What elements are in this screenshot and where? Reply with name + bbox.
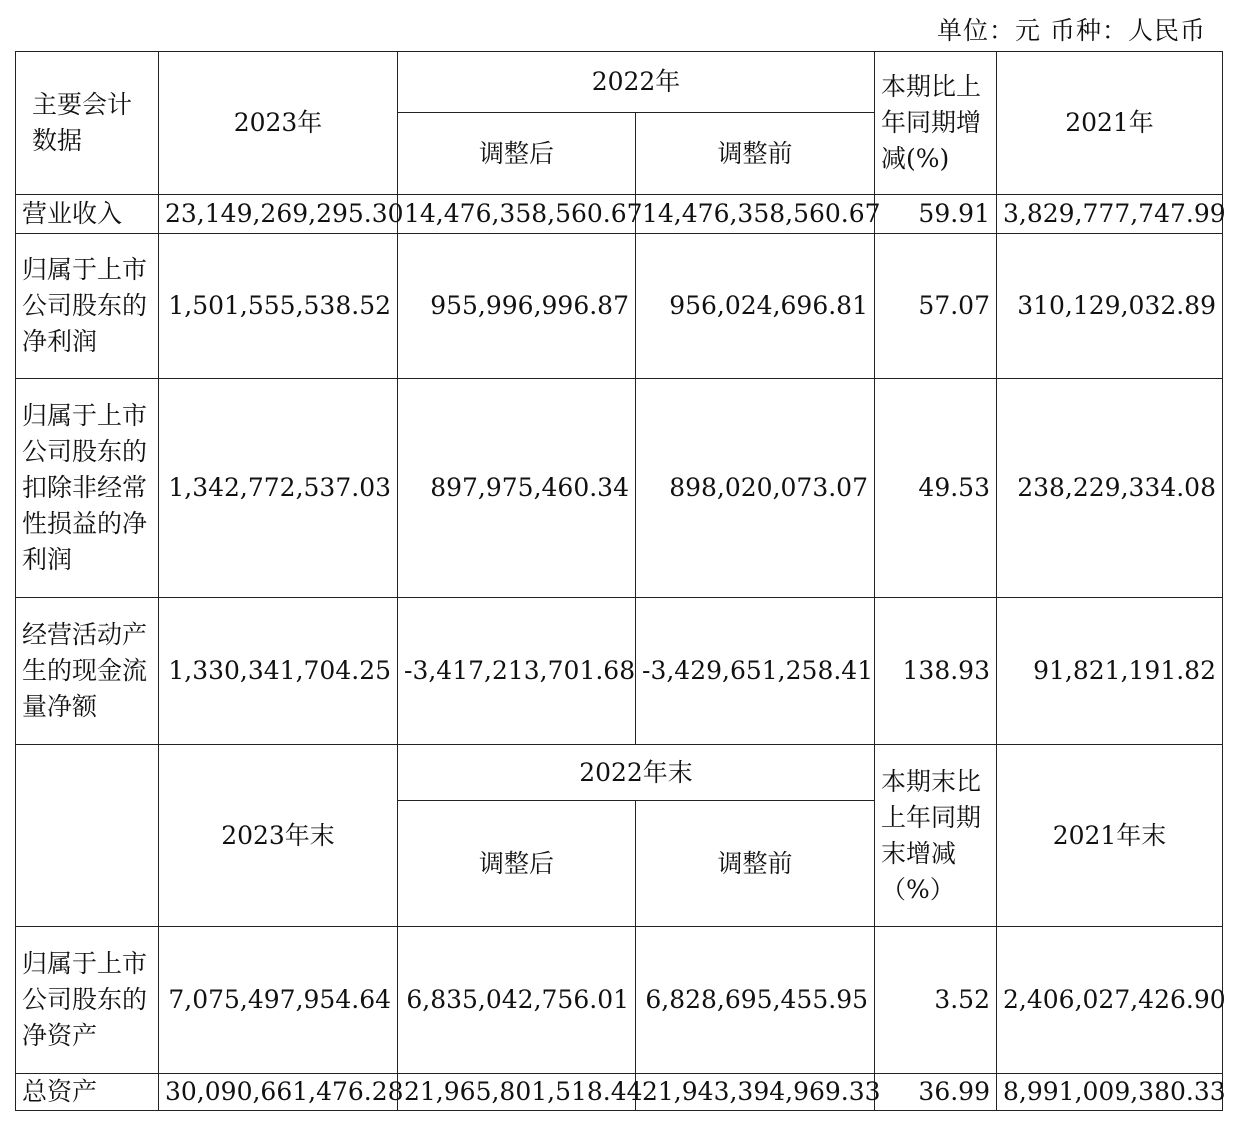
value-2022-before: -3,429,651,258.41: [636, 598, 875, 745]
value-change-pct: 3.52: [875, 927, 997, 1074]
table-row: [16, 195, 1223, 234]
value-change-pct: 36.99: [875, 1074, 997, 1111]
value-2023-end: 7,075,497,954.64: [159, 927, 398, 1074]
value-2022-before: 14,476,358,560.67: [636, 195, 875, 234]
unit-currency-note: 单位：元 币种：人民币: [937, 16, 1206, 45]
table-row: [16, 234, 1223, 379]
table-row: [16, 1074, 1223, 1111]
value-change-pct: 138.93: [875, 598, 997, 745]
value-2023: 23,149,269,295.30: [159, 195, 398, 234]
value-change-pct: 59.91: [875, 195, 997, 234]
row-label: 营业收入: [16, 195, 159, 234]
value-2022-adjusted: 955,996,996.87: [398, 234, 636, 379]
header-2023-end: 2023年末: [159, 745, 398, 927]
value-2022-end-adjusted: 21,965,801,518.44: [398, 1074, 636, 1111]
row-label: 归属于上市公司股东的净利润: [16, 234, 159, 379]
value-2023-end: 30,090,661,476.28: [159, 1074, 398, 1111]
header-before: 调整前: [636, 113, 875, 195]
value-2022-adjusted: -3,417,213,701.68: [398, 598, 636, 745]
header-item-2: [16, 745, 159, 927]
header-2023: 2023年: [159, 52, 398, 195]
header-2021-end: 2021年末: [997, 745, 1223, 927]
value-2021-end: 2,406,027,426.90: [997, 927, 1223, 1074]
value-2022-end-before: 21,943,394,969.33: [636, 1074, 875, 1111]
value-2023: 1,330,341,704.25: [159, 598, 398, 745]
row-label: 归属于上市公司股东的净资产: [16, 927, 159, 1074]
value-2021: 3,829,777,747.99: [997, 195, 1223, 234]
header-adjusted: 调整后: [398, 113, 636, 195]
header-change: 本期比上年同期增减(%): [875, 52, 997, 195]
value-change-pct: 57.07: [875, 234, 997, 379]
table-row: [16, 598, 1223, 745]
header-change-end: 本期末比上年同期末增减（%）: [875, 745, 997, 927]
row-label: 总资产: [16, 1074, 159, 1111]
header-item: 主要会计数据: [16, 52, 159, 195]
value-2021: 91,821,191.82: [997, 598, 1223, 745]
table-row: [16, 379, 1223, 598]
value-2021: 310,129,032.89: [997, 234, 1223, 379]
value-2022-before: 956,024,696.81: [636, 234, 875, 379]
value-2021-end: 8,991,009,380.33: [997, 1074, 1223, 1111]
value-2023: 1,501,555,538.52: [159, 234, 398, 379]
value-2022-end-adjusted: 6,835,042,756.01: [398, 927, 636, 1074]
key-accounting-data-table: [15, 51, 1226, 1111]
header-before-end: 调整前: [636, 801, 875, 927]
value-2023: 1,342,772,537.03: [159, 379, 398, 598]
value-2022-end-before: 6,828,695,455.95: [636, 927, 875, 1074]
header-2022: 2022年: [398, 52, 875, 113]
table-row: [16, 927, 1223, 1074]
row-label: 归属于上市公司股东的扣除非经常性损益的净利润: [16, 379, 159, 598]
value-change-pct: 49.53: [875, 379, 997, 598]
value-2022-adjusted: 14,476,358,560.67: [398, 195, 636, 234]
header-2021: 2021年: [997, 52, 1223, 195]
header-2022-end: 2022年末: [398, 745, 875, 801]
row-label: 经营活动产生的现金流量净额: [16, 598, 159, 745]
value-2022-adjusted: 897,975,460.34: [398, 379, 636, 598]
value-2022-before: 898,020,073.07: [636, 379, 875, 598]
header-adjusted-end: 调整后: [398, 801, 636, 927]
value-2021: 238,229,334.08: [997, 379, 1223, 598]
